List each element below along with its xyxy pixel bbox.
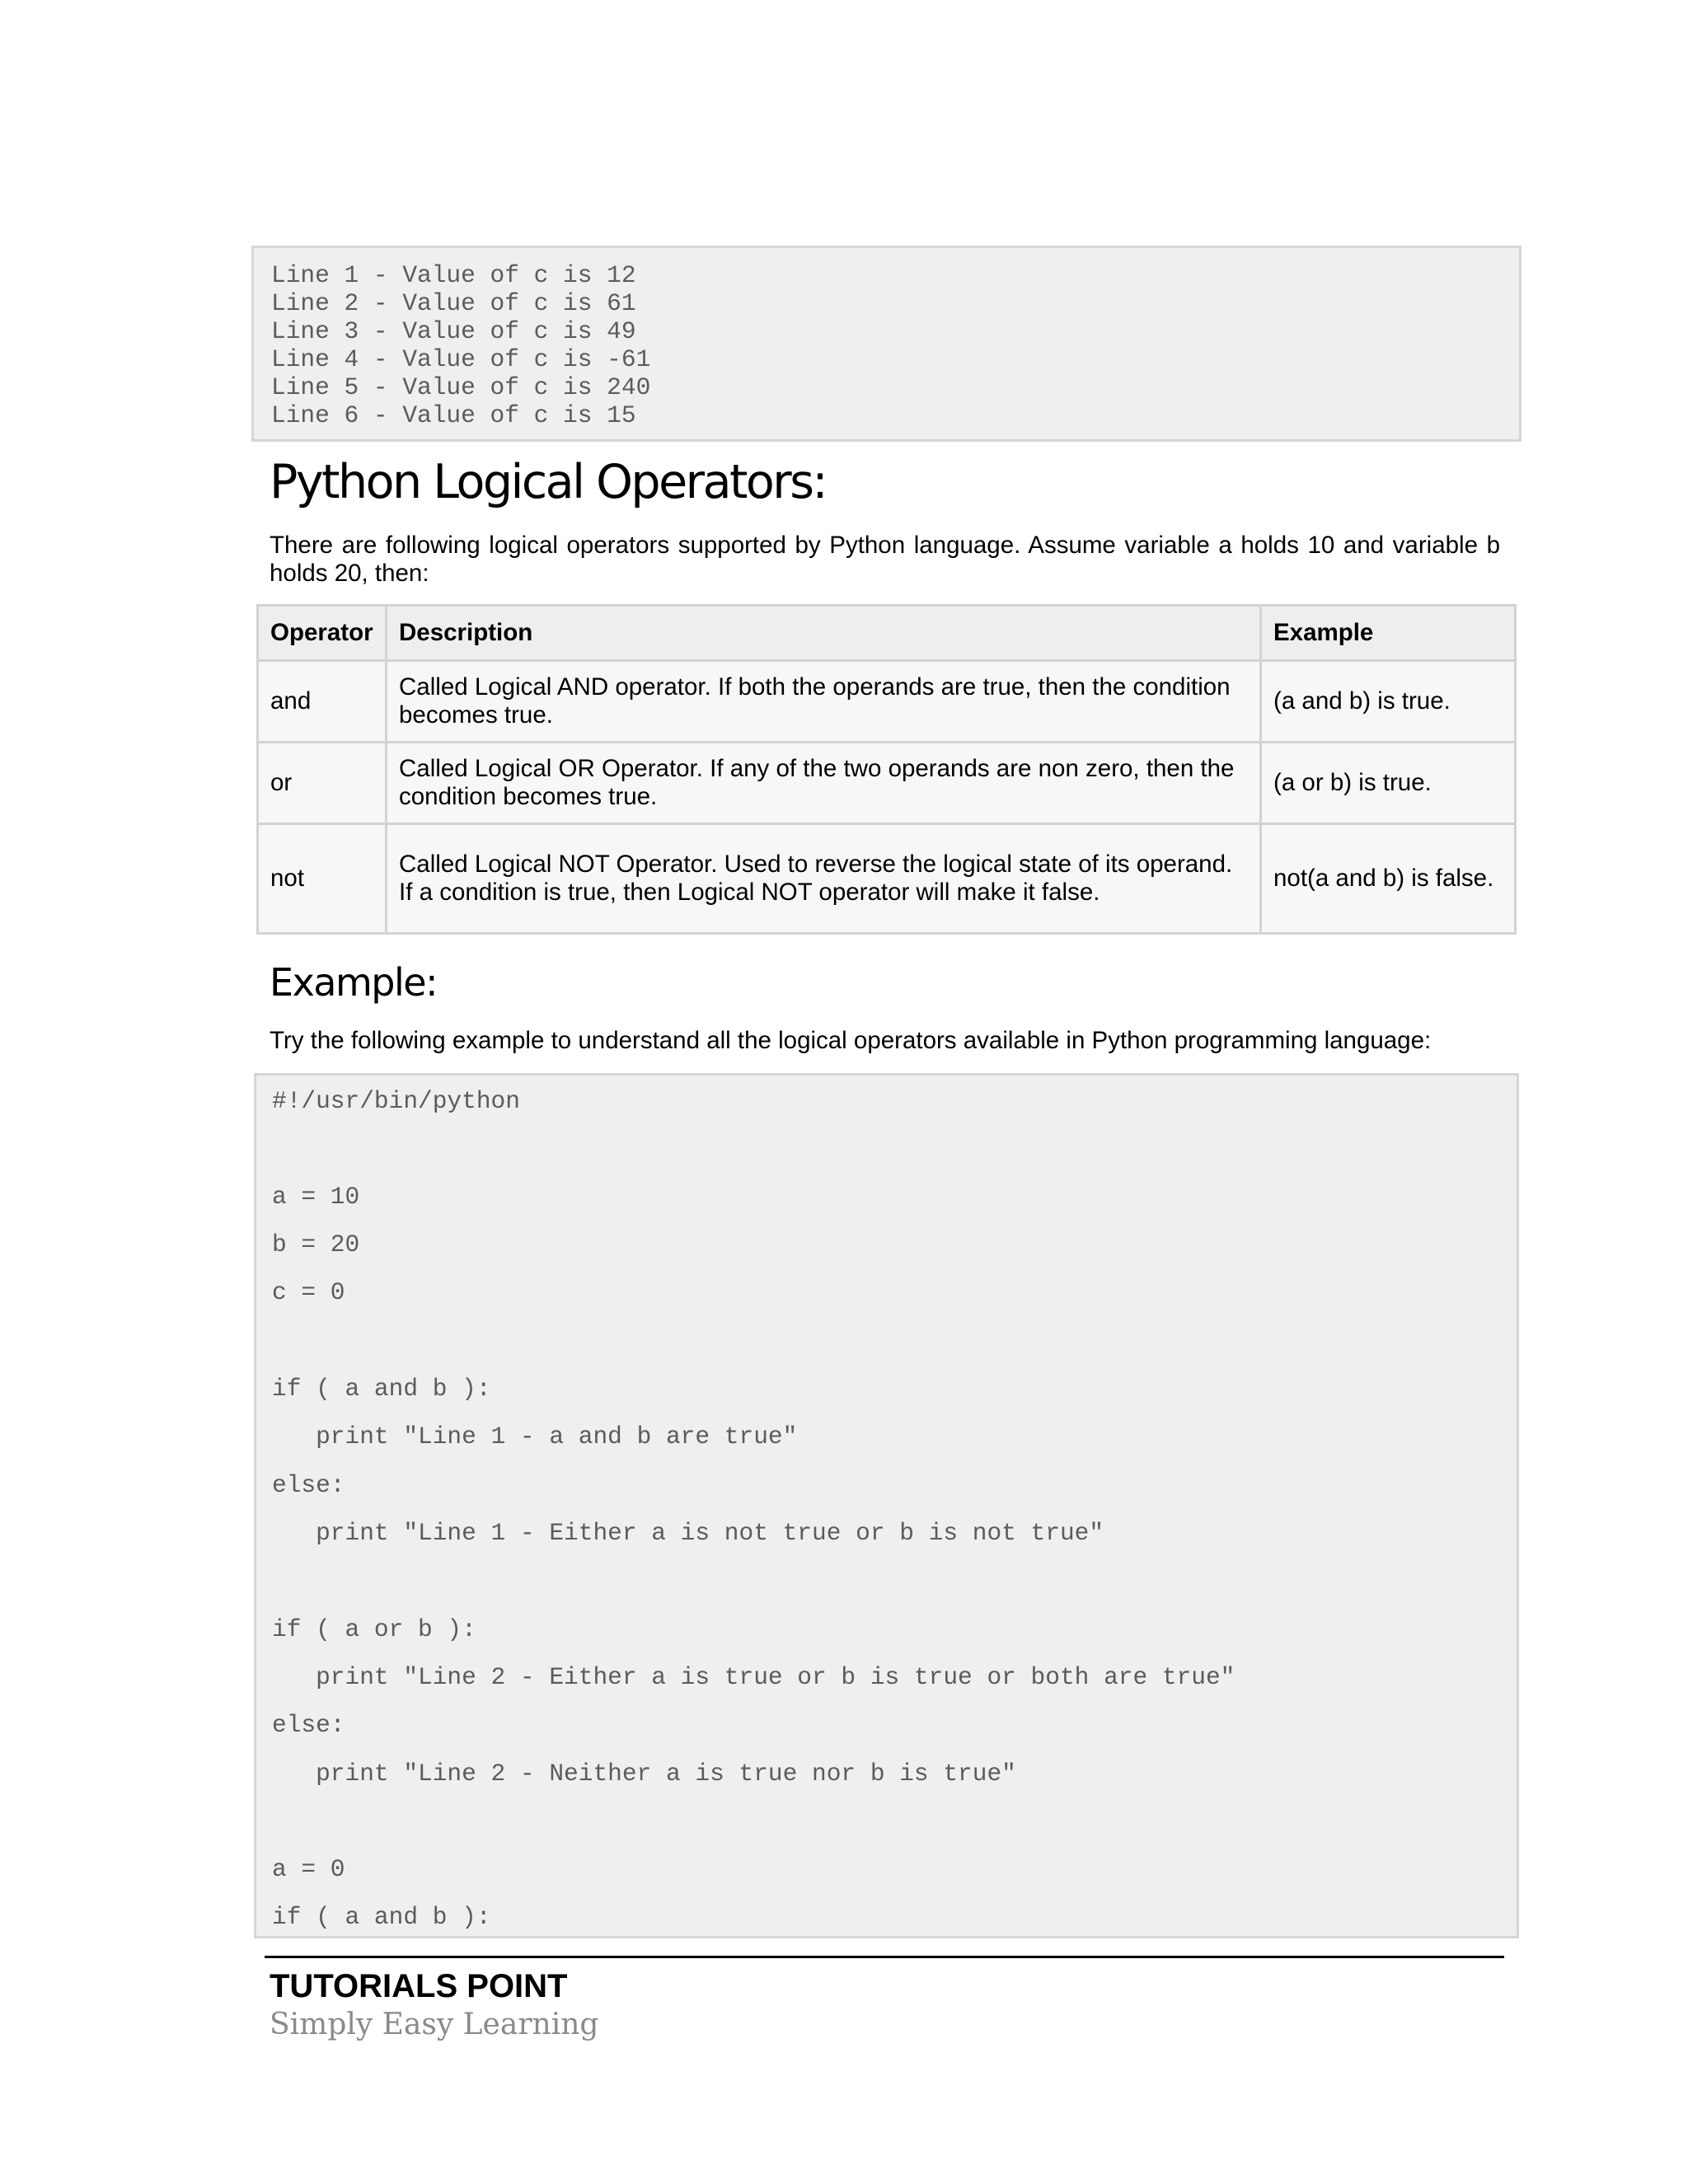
output-line: Line 5 - Value of c is 240	[271, 373, 651, 401]
cell-description: Called Logical NOT Operator. Used to reverse the logical state of its operand. If a condition is true, then Logical NOT operator will make it false.	[387, 824, 1261, 934]
footer-tagline: Simply Easy Learning	[270, 2008, 599, 2041]
code-line: c = 0	[272, 1278, 345, 1306]
code-line: print "Line 2 - Either a is true or b is true or both are true"	[272, 1663, 1236, 1691]
cell-operator: or	[258, 743, 387, 824]
code-line: #!/usr/bin/python	[272, 1087, 520, 1115]
cell-example: (a and b) is true.	[1261, 661, 1516, 743]
code-line: else:	[272, 1471, 345, 1499]
table-row	[258, 743, 1516, 824]
code-line: print "Line 2 - Neither a is true nor b is true"	[272, 1760, 1016, 1788]
output-line: Line 2 - Value of c is 61	[271, 289, 636, 317]
header-example: Example	[1261, 606, 1516, 661]
code-line: b = 20	[272, 1230, 360, 1258]
operators-table	[256, 604, 1517, 935]
table-row	[258, 661, 1516, 743]
output-line: Line 4 - Value of c is -61	[271, 345, 651, 373]
header-operator: Operator	[258, 606, 387, 661]
cell-example: (a or b) is true.	[1261, 743, 1516, 824]
code-line: if ( a and b ):	[272, 1903, 491, 1931]
output-line: Line 1 - Value of c is 12	[271, 261, 636, 289]
example-title: Example:	[270, 960, 438, 1005]
code-line: if ( a or b ):	[272, 1615, 476, 1643]
cell-operator: and	[258, 661, 387, 743]
code-line: a = 10	[272, 1183, 360, 1211]
code-line: if ( a and b ):	[272, 1375, 491, 1403]
example-code-block	[254, 1073, 1519, 1938]
footer-brand: TUTORIALS POINT	[270, 1968, 568, 2004]
code-line: a = 0	[272, 1855, 345, 1883]
code-line: else:	[272, 1711, 345, 1739]
cell-example: not(a and b) is false.	[1261, 824, 1516, 934]
cell-operator: not	[258, 824, 387, 934]
code-line: print "Line 1 - a and b are true"	[272, 1422, 798, 1451]
table-row	[258, 824, 1516, 934]
table-header-row	[258, 606, 1516, 661]
cell-description: Called Logical OR Operator. If any of the two operands are non zero, then the condition becomes true.	[387, 743, 1261, 824]
section-title: Python Logical Operators:	[270, 455, 827, 509]
output-code-block	[251, 246, 1522, 442]
footer-divider	[265, 1956, 1504, 1958]
code-line: print "Line 1 - Either a is not true or b is not true"	[272, 1519, 1104, 1547]
header-description: Description	[387, 606, 1261, 661]
intro-paragraph: There are following logical operators supported by Python language. Assume variable a holds 10 and variable b holds 20, then:	[270, 532, 1500, 587]
output-line: Line 6 - Value of c is 15	[271, 401, 636, 429]
cell-description: Called Logical AND operator. If both the operands are true, then the condition becomes true.	[387, 661, 1261, 743]
example-intro-paragraph: Try the following example to understand all the logical operators available in Python programming language:	[270, 1027, 1432, 1054]
output-line: Line 3 - Value of c is 49	[271, 317, 636, 345]
